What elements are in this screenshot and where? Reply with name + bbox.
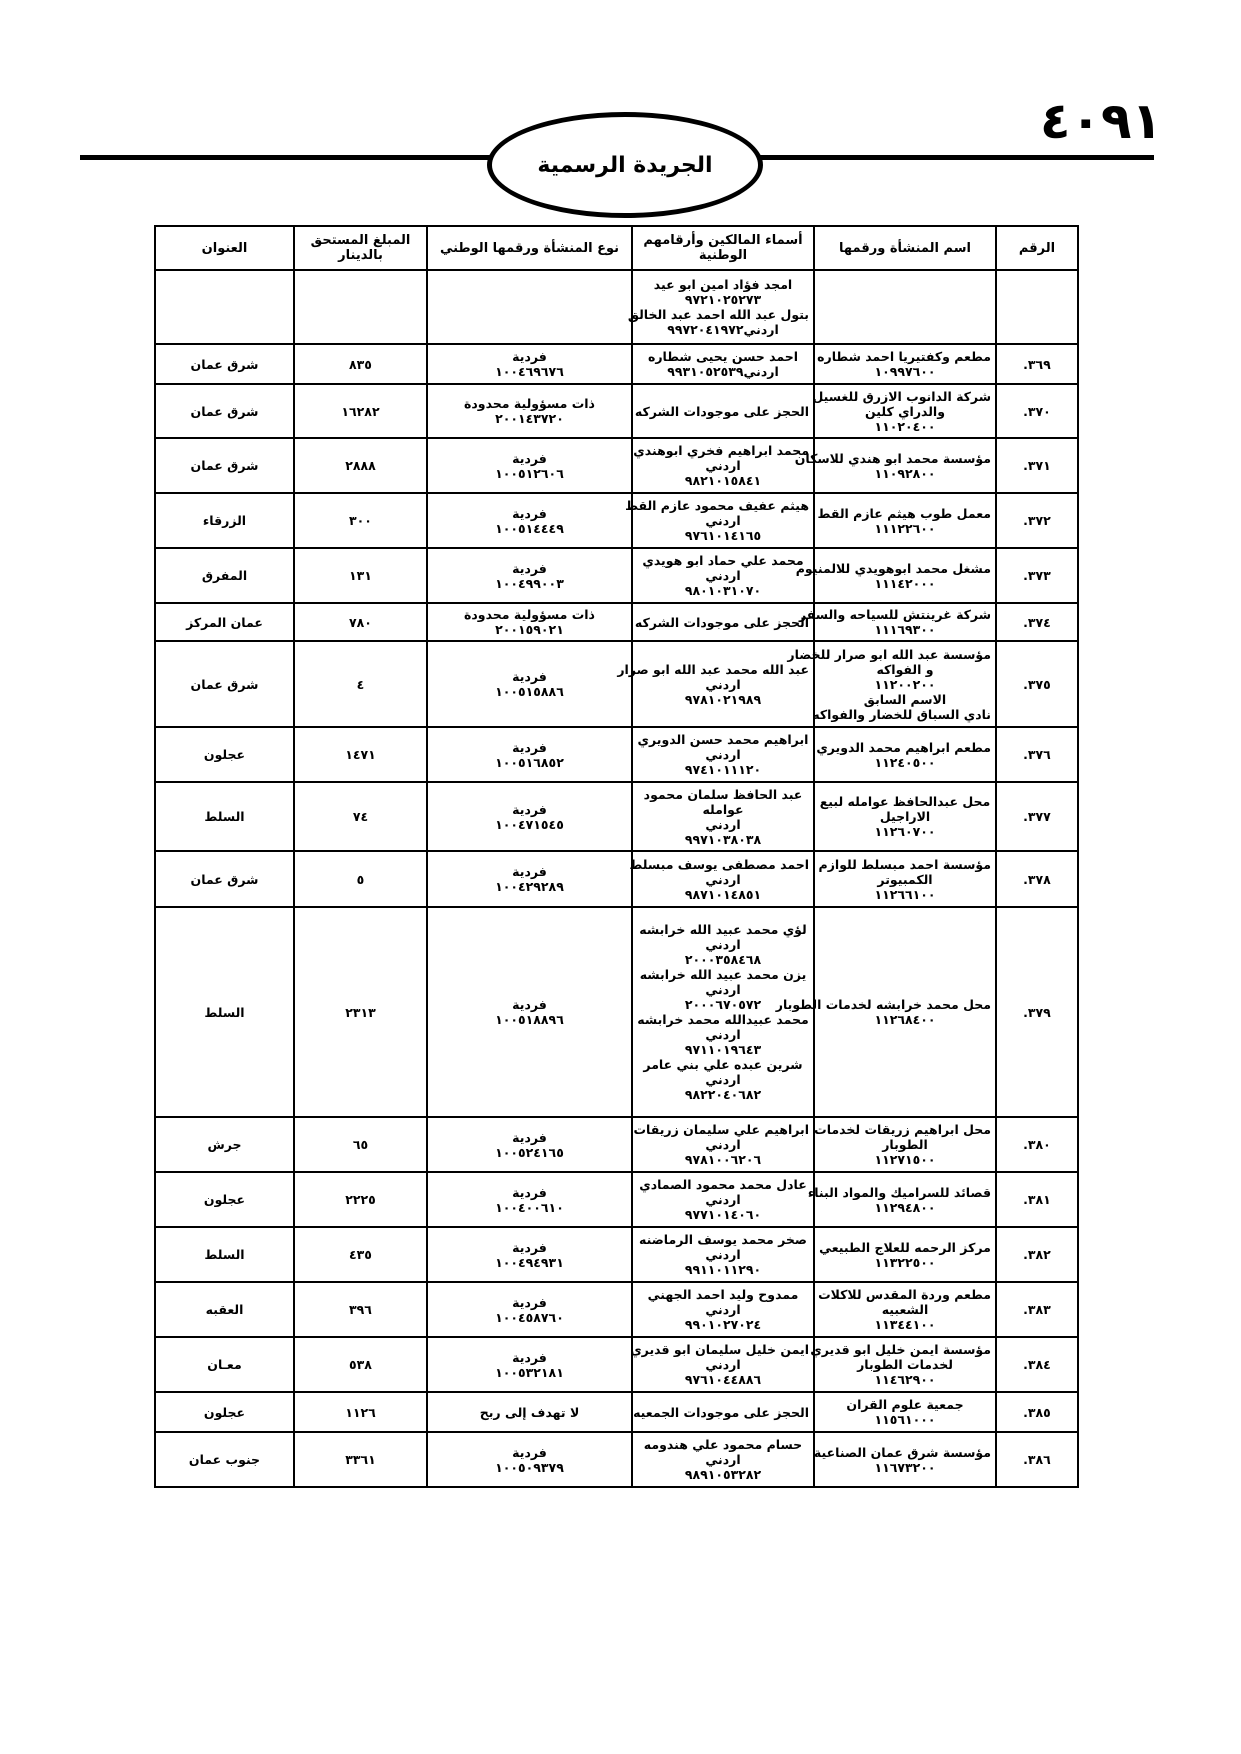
facility-line: ١١٣٤٤١٠٠ xyxy=(874,1317,936,1332)
table-row xyxy=(155,782,1078,851)
facility-name-cell xyxy=(799,603,996,641)
facility-name-cell xyxy=(775,907,996,1117)
type-line: ١٠٠٥٣٢١٨١ xyxy=(495,1364,564,1380)
owners-line: ٢٠٠٠٦٧٠٥٧٢ xyxy=(684,997,762,1012)
facility-type-cell xyxy=(427,782,632,851)
facility-type-cell xyxy=(427,1392,632,1432)
owners-line: شرين عبده علي بني عامر xyxy=(643,1057,803,1072)
facility-name-cell xyxy=(814,344,996,384)
facility-line: لخدمات الطوبار xyxy=(857,1357,953,1372)
table-row xyxy=(155,1227,1078,1282)
owners-line: اردني xyxy=(705,568,741,583)
facility-line: مؤسسة احمد مبسلط للوازم xyxy=(818,856,991,872)
owners-line: ايمن خليل سليمان ابو قديري xyxy=(630,1342,809,1357)
type-line: لا تهدف إلى ربح xyxy=(479,1404,580,1420)
owners-cell xyxy=(632,1432,814,1487)
type-line: ذات مسؤولية محدودة xyxy=(464,607,595,622)
owners-cell xyxy=(632,1337,814,1392)
facility-line: مؤسسة ايمن خليل ابو قديري xyxy=(810,1342,991,1357)
owners-line: ٩٧٦١٠٤٤٨٨٦ xyxy=(684,1372,762,1387)
owners-line: ٩٧٨١٠٢١٩٨٩ xyxy=(684,691,762,707)
type-line: فردية xyxy=(512,1349,547,1365)
amount-cell: ٤ xyxy=(294,641,427,727)
address-cell: شرق عمان xyxy=(155,384,294,438)
owners-line: ٩٨٠١٠٣١٠٧٠ xyxy=(684,583,762,598)
type-line: فردية xyxy=(512,739,547,755)
facility-name-cell xyxy=(814,1282,996,1337)
facility-line: ١١١٢٢٦٠٠ xyxy=(874,520,936,536)
owners-line: اردني xyxy=(705,1357,741,1372)
registry-table xyxy=(154,225,1079,1488)
owners-line: اردني xyxy=(705,1302,741,1317)
facility-line: مطعم وردة المقدس للاكلات xyxy=(818,1287,991,1302)
facility-type-cell xyxy=(427,1337,632,1392)
type-line: فردية xyxy=(512,560,547,576)
type-line: ١٠٠٥١٨٨٩٦ xyxy=(495,1012,564,1027)
facility-line: ١١٢٩٤٨٠٠ xyxy=(874,1199,936,1215)
address-cell: عمان المركز xyxy=(155,603,294,641)
address-cell: شرق عمان xyxy=(155,641,294,727)
amount-cell: ٤٣٥ xyxy=(294,1227,427,1282)
header-facility-type: نوع المنشأة ورقمها الوطني xyxy=(427,226,632,270)
facility-name-cell xyxy=(814,270,996,344)
amount-cell: ٧٤ xyxy=(294,782,427,851)
facility-line: ١١٢٦٨٤٠٠ xyxy=(874,1012,936,1027)
amount-cell: ٥٣٨ xyxy=(294,1337,427,1392)
owners-cell xyxy=(632,1282,814,1337)
owners-line: ٩٩١١٠١١٢٩٠ xyxy=(684,1262,762,1277)
type-line: فردية xyxy=(512,669,547,684)
table-row xyxy=(155,438,1078,493)
owners-line: اردني xyxy=(705,937,741,952)
facility-name-cell xyxy=(814,493,996,548)
table-row xyxy=(155,603,1078,641)
facility-type-cell xyxy=(427,493,632,548)
facility-line: ١١٢٤٠٥٠٠ xyxy=(874,754,936,770)
facility-line: مؤسسة عبد الله ابو صرار للخضار xyxy=(787,646,991,662)
type-line: ١٠٠٤٥٨٧٦٠ xyxy=(495,1309,564,1325)
header-number: الرقم xyxy=(996,226,1078,270)
row-number: ٣٨٣. xyxy=(996,1282,1078,1337)
type-line: ذات مسؤولية محدودة xyxy=(464,396,595,411)
owners-cell xyxy=(632,438,814,493)
owners-line: هيثم عفيف محمود عازم القط xyxy=(625,498,809,513)
address-cell: جنوب عمان xyxy=(155,1432,294,1487)
type-line: ٢٠٠١٤٣٧٢٠ xyxy=(495,411,564,426)
amount-cell: ٣٣٦١ xyxy=(294,1432,427,1487)
facility-line: محل عبدالحافظ عوامله لبيع xyxy=(819,794,991,809)
owners-line: اردني xyxy=(705,1072,741,1087)
row-number: ٣٧٨. xyxy=(996,851,1078,907)
facility-line: محل محمد خرابشه لخدمات الطوبار xyxy=(775,997,991,1012)
row-number: ٣٧٢. xyxy=(996,493,1078,548)
address-cell: عجلون xyxy=(155,1392,294,1432)
facility-type-cell xyxy=(427,344,632,384)
owners-line: ٩٩٠١٠٢٧٠٢٤ xyxy=(684,1317,762,1332)
table-row xyxy=(155,270,1078,344)
type-line: فردية xyxy=(512,1239,547,1255)
owners-cell xyxy=(632,384,814,438)
row-number: ٣٧٩. xyxy=(996,907,1078,1117)
facility-line: ١١٢٦٦١٠٠ xyxy=(874,886,936,902)
owners-line: عبد الله محمد عبد الله ابو صرار xyxy=(617,661,809,677)
facility-name-cell xyxy=(814,384,996,438)
header-owners: أسماء المالكين وأرقامهم الوطنية xyxy=(632,226,814,270)
facility-line: جمعية علوم القران xyxy=(846,1397,964,1412)
amount-cell: ٧٨٠ xyxy=(294,603,427,641)
facility-line: مطعم ابراهيم محمد الدويري xyxy=(816,739,991,755)
facility-type-cell xyxy=(427,548,632,603)
row-number: ٣٨٠. xyxy=(996,1117,1078,1172)
owners-line: بتول عبد الله احمد عبد الخالق xyxy=(627,307,809,322)
row-number: ٣٧٤. xyxy=(996,603,1078,641)
row-number: ٣٦٩. xyxy=(996,344,1078,384)
facility-line: ١١٤٦٢٩٠٠ xyxy=(874,1372,936,1387)
facility-line: ١١٥٦١٠٠٠ xyxy=(874,1412,936,1427)
owners-cell xyxy=(632,782,814,851)
row-number xyxy=(996,270,1078,344)
facility-type-cell xyxy=(427,603,632,641)
owners-line: اردني xyxy=(705,816,741,832)
owners-line: اردني xyxy=(705,513,741,528)
type-line: فردية xyxy=(512,349,547,364)
header-address: العنوان xyxy=(155,226,294,270)
facility-line: ١١٢٦٠٧٠٠ xyxy=(874,824,936,839)
owners-line: حسام محمود علي هندومه xyxy=(643,1437,803,1452)
owners-line: ٩٧١١٠١٩٦٤٣ xyxy=(684,1042,762,1057)
amount-cell: ٨٣٥ xyxy=(294,344,427,384)
type-line: فردية xyxy=(512,450,547,466)
table-row xyxy=(155,1337,1078,1392)
owners-line: عبد الحافظ سلمان محمود xyxy=(643,786,803,802)
type-line: ٢٠٠١٥٩٠٢١ xyxy=(495,622,564,637)
table-body xyxy=(155,270,1078,1487)
owners-line: ٩٧٢١٠٢٥٢٧٣ xyxy=(684,292,762,307)
row-number: ٣٧٦. xyxy=(996,727,1078,782)
owners-line: اردني xyxy=(705,1027,741,1042)
table-row xyxy=(155,548,1078,603)
type-line: فردية xyxy=(512,505,547,521)
facility-name-cell xyxy=(807,1172,996,1227)
amount-cell: ١٤٧١ xyxy=(294,727,427,782)
facility-line: محل ابراهيم زريقات لخدمات xyxy=(814,1122,991,1137)
facility-line: قصائد للسراميك والمواد البناء xyxy=(807,1184,991,1200)
type-line: فردية xyxy=(512,801,547,817)
type-line: فردية xyxy=(512,1294,547,1310)
owners-line: الحجز على موجودات الشركه xyxy=(634,614,809,630)
row-number: ٣٨٤. xyxy=(996,1337,1078,1392)
address-cell: جرش xyxy=(155,1117,294,1172)
table-row xyxy=(155,1117,1078,1172)
row-number: ٣٧٥. xyxy=(996,641,1078,727)
type-line: فردية xyxy=(512,997,547,1012)
facility-name-cell xyxy=(810,1337,996,1392)
table-row xyxy=(155,1172,1078,1227)
type-line: ١٠٠٥١٤٤٤٩ xyxy=(495,520,564,536)
type-line: فردية xyxy=(512,1129,547,1145)
facility-line: شركة الدانوب الازرق للغسيل xyxy=(812,388,991,404)
type-line: ١٠٠٥١٥٨٨٦ xyxy=(495,684,564,699)
address-cell: شرق عمان xyxy=(155,344,294,384)
owners-line: امجد فؤاد امين ابو عيد xyxy=(653,277,793,292)
facility-type-cell xyxy=(427,907,632,1117)
owners-cell xyxy=(632,1117,814,1172)
owners-line: صخر محمد يوسف الرماضنه xyxy=(639,1232,807,1247)
type-line: ١٠٠٥٠٩٣٧٩ xyxy=(495,1459,564,1475)
row-number: ٣٨٥. xyxy=(996,1392,1078,1432)
facility-line: شركة غرينتش للسياحه والسفر xyxy=(799,607,991,622)
address-cell: عجلون xyxy=(155,1172,294,1227)
facility-line: و الفواكه xyxy=(876,661,934,677)
amount-cell: ١٣١ xyxy=(294,548,427,603)
address-cell: عجلون xyxy=(155,727,294,782)
amount-cell xyxy=(294,270,427,344)
owners-cell xyxy=(632,1392,814,1432)
facility-type-cell xyxy=(427,1432,632,1487)
facility-type-cell xyxy=(427,384,632,438)
type-line: ١٠٠٤٩٤٩٣١ xyxy=(495,1254,564,1270)
owners-line: ٩٧٤١٠١١١٢٠ xyxy=(684,762,762,777)
facility-line: نادي السباق للخضار والفواكه xyxy=(812,706,991,722)
table-row xyxy=(155,1282,1078,1337)
table-row xyxy=(155,1432,1078,1487)
address-cell: الزرقاء xyxy=(155,493,294,548)
owners-line: عوامله xyxy=(702,801,744,817)
facility-line: مؤسسة محمد ابو هندي للاسكان xyxy=(794,450,991,466)
owners-line: عادل محمد محمود الصمادي xyxy=(639,1177,807,1192)
owners-line: اردني xyxy=(705,982,741,997)
owners-line: اردني xyxy=(705,1247,741,1262)
type-line: ١٠٠٥١٢٦٠٦ xyxy=(495,465,564,481)
amount-cell: ٢٢٢٥ xyxy=(294,1172,427,1227)
facility-line: معمل طوب هيثم عازم القط xyxy=(817,505,991,521)
owners-line: اردني٩٩٧٢٠٤١٩٧٢ xyxy=(667,322,779,337)
facility-type-cell xyxy=(427,1227,632,1282)
facility-name-cell xyxy=(814,851,996,907)
owners-line: الحجز على موجودات الجمعيه xyxy=(633,1404,809,1420)
facility-line: ١١٠٩٢٨٠٠ xyxy=(874,465,936,481)
facility-line: الطوبار xyxy=(882,1137,928,1152)
owners-line: ٩٨٢٢٠٤٠٦٨٢ xyxy=(684,1087,762,1102)
owners-line: ٩٨٢١٠١٥٨٤١ xyxy=(684,473,762,488)
facility-line: مركز الرحمه للعلاج الطبيعي xyxy=(819,1239,991,1255)
facility-type-cell xyxy=(427,270,632,344)
row-number: ٣٨٦. xyxy=(996,1432,1078,1487)
facility-name-cell xyxy=(787,641,996,727)
owners-cell xyxy=(627,270,814,344)
row-number: ٣٨١. xyxy=(996,1172,1078,1227)
owners-line: اردني xyxy=(705,676,741,692)
facility-name-cell xyxy=(814,1432,996,1487)
table-row xyxy=(155,1392,1078,1432)
facility-line: ١١١٦٩٣٠٠ xyxy=(874,622,936,637)
facility-type-cell xyxy=(427,851,632,907)
header-title: الجريدة الرسمية xyxy=(487,112,763,218)
address-cell: شرق عمان xyxy=(155,438,294,493)
address-cell: معـان xyxy=(155,1337,294,1392)
type-line: ١٠٠٤٢٩٢٨٩ xyxy=(495,879,564,894)
owners-line: احمد حسن يحيى شطاره xyxy=(647,349,799,364)
owners-line: اردني xyxy=(705,458,741,473)
facility-line: مشغل محمد ابوهويدي للالمنيوم xyxy=(795,560,991,576)
amount-cell: ٦٥ xyxy=(294,1117,427,1172)
facility-line: ١١٣٢٢٥٠٠ xyxy=(874,1254,936,1270)
type-line: ١٠٠٤٩٩٠٠٣ xyxy=(495,575,564,591)
amount-cell: ١١٢٦ xyxy=(294,1392,427,1432)
row-number: ٣٧٧. xyxy=(996,782,1078,851)
type-line: ١٠٠٥٢٤١٦٥ xyxy=(495,1144,564,1160)
facility-type-cell xyxy=(427,727,632,782)
owners-line: ممدوح وليد احمد الجهني xyxy=(647,1287,799,1302)
amount-cell: ٢٣١٣ xyxy=(294,907,427,1117)
header-amount: المبلغ المستحق بالدينار xyxy=(294,226,427,270)
amount-cell: ٢٨٨٨ xyxy=(294,438,427,493)
facility-line: مؤسسة شرق عمان الصناعية xyxy=(813,1444,991,1460)
facility-name-cell xyxy=(814,1117,996,1172)
facility-type-cell xyxy=(427,1172,632,1227)
owners-cell xyxy=(625,493,814,548)
owners-cell xyxy=(632,907,814,1117)
facility-line: ١١٢٠٠٢٠٠ xyxy=(874,676,936,692)
amount-cell: ٥ xyxy=(294,851,427,907)
facility-name-cell xyxy=(814,1227,996,1282)
type-line: ١٠٠٤٠٠٦١٠ xyxy=(495,1199,564,1215)
owners-line: اردني xyxy=(705,1137,741,1152)
owners-line: ٩٩٧١٠٣٨٠٣٨ xyxy=(684,831,762,847)
facility-line: والدراي كلين xyxy=(865,403,945,419)
amount-cell: ١٦٢٨٢ xyxy=(294,384,427,438)
facility-type-cell xyxy=(427,1117,632,1172)
row-number: ٣٧٣. xyxy=(996,548,1078,603)
owners-line: محمد ابراهيم فخري ابوهندي xyxy=(633,443,809,458)
type-line: فردية xyxy=(512,1184,547,1200)
facility-name-cell xyxy=(794,438,996,493)
type-line: ١٠٠٤٦٩٦٧٦ xyxy=(495,364,564,379)
row-number: ٣٧٠. xyxy=(996,384,1078,438)
table-row xyxy=(155,493,1078,548)
owners-line: ٩٨٩١٠٥٣٢٨٢ xyxy=(684,1467,762,1482)
facility-line: الاراجيل xyxy=(879,809,931,824)
owners-line: لؤي محمد عبيد الله خرابشه xyxy=(639,922,807,937)
type-line: ١٠٠٥١٦٨٥٢ xyxy=(495,754,564,770)
table-row xyxy=(155,344,1078,384)
facility-name-cell xyxy=(814,1392,996,1432)
owners-line: ابراهيم محمد حسن الدويري xyxy=(637,732,809,747)
owners-cell xyxy=(632,344,814,384)
facility-line: ١١١٤٢٠٠٠ xyxy=(874,575,936,591)
owners-line: احمد مصطفى يوسف مبسلط xyxy=(629,856,809,872)
facility-line: ١٠٩٩٧٦٠٠ xyxy=(874,364,936,379)
owners-line: ٢٠٠٠٣٥٨٤٦٨ xyxy=(684,952,762,967)
facility-type-cell xyxy=(427,1282,632,1337)
owners-cell xyxy=(632,1172,814,1227)
facility-type-cell xyxy=(427,641,632,727)
address-cell: السلط xyxy=(155,1227,294,1282)
address-cell: السلط xyxy=(155,782,294,851)
owners-line: ابراهيم علي سليمان زريقات xyxy=(633,1122,809,1137)
owners-cell xyxy=(632,548,814,603)
table-row xyxy=(155,907,1078,1117)
facility-name-cell xyxy=(795,548,996,603)
facility-name-cell xyxy=(814,727,996,782)
amount-cell: ٣٠٠ xyxy=(294,493,427,548)
owners-cell xyxy=(632,1227,814,1282)
owners-line: محمد علي حماد ابو هويدي xyxy=(642,553,804,568)
table-row xyxy=(155,384,1078,438)
address-cell xyxy=(155,270,294,344)
facility-line: ١١٦٧٣٢٠٠ xyxy=(874,1459,936,1475)
owners-line: اردني٩٩٣١٠٥٢٥٣٩ xyxy=(667,364,779,379)
facility-line: مطعم وكفتيريا احمد شطاره xyxy=(817,349,991,364)
owners-line: ٩٨٧١٠١٤٨٥١ xyxy=(684,886,762,902)
facility-line: ١١٢٧١٥٠٠ xyxy=(874,1152,936,1167)
owners-cell xyxy=(632,603,814,641)
table-row xyxy=(155,851,1078,907)
owners-line: الحجز على موجودات الشركه xyxy=(634,403,809,419)
type-line: ١٠٠٤٧١٥٤٥ xyxy=(495,816,564,832)
type-line: فردية xyxy=(512,864,547,879)
facility-type-cell xyxy=(427,438,632,493)
row-number: ٣٧١. xyxy=(996,438,1078,493)
owners-line: ٩٧٨١٠٠٦٢٠٦ xyxy=(684,1152,762,1167)
address-cell: شرق عمان xyxy=(155,851,294,907)
owners-line: محمد عبيدالله محمد خرابشه xyxy=(637,1012,809,1027)
table-header-row xyxy=(155,226,1078,270)
facility-line: ١١٠٢٠٤٠٠ xyxy=(874,418,936,434)
address-cell: المفرق xyxy=(155,548,294,603)
owners-cell xyxy=(629,851,814,907)
row-number: ٣٨٢. xyxy=(996,1227,1078,1282)
facility-line: الكمبيوتر xyxy=(877,871,933,887)
type-line: فردية xyxy=(512,1444,547,1460)
facility-line: الشعبيه xyxy=(881,1302,929,1317)
table-row xyxy=(155,641,1078,727)
address-cell: السلط xyxy=(155,907,294,1117)
table-row xyxy=(155,727,1078,782)
owners-line: اردني xyxy=(705,1452,741,1467)
owners-line: اردني xyxy=(705,871,741,887)
page-number: ٤٠٩١ xyxy=(1040,92,1163,150)
owners-line: ٩٧٦١٠١٤١٦٥ xyxy=(684,528,762,543)
owners-line: اردني xyxy=(705,1192,741,1207)
owners-line: يزن محمد عبيد الله خرابشه xyxy=(639,967,807,982)
header-facility-name: اسم المنشأة ورقمها xyxy=(814,226,996,270)
owners-cell xyxy=(632,727,814,782)
owners-line: ٩٧٧١٠١٤٠٦٠ xyxy=(684,1207,762,1222)
address-cell: العقبه xyxy=(155,1282,294,1337)
facility-name-cell xyxy=(814,782,996,851)
facility-line: الاسم السابق xyxy=(863,691,947,707)
owners-line: اردني xyxy=(705,747,741,762)
amount-cell: ٣٩٦ xyxy=(294,1282,427,1337)
